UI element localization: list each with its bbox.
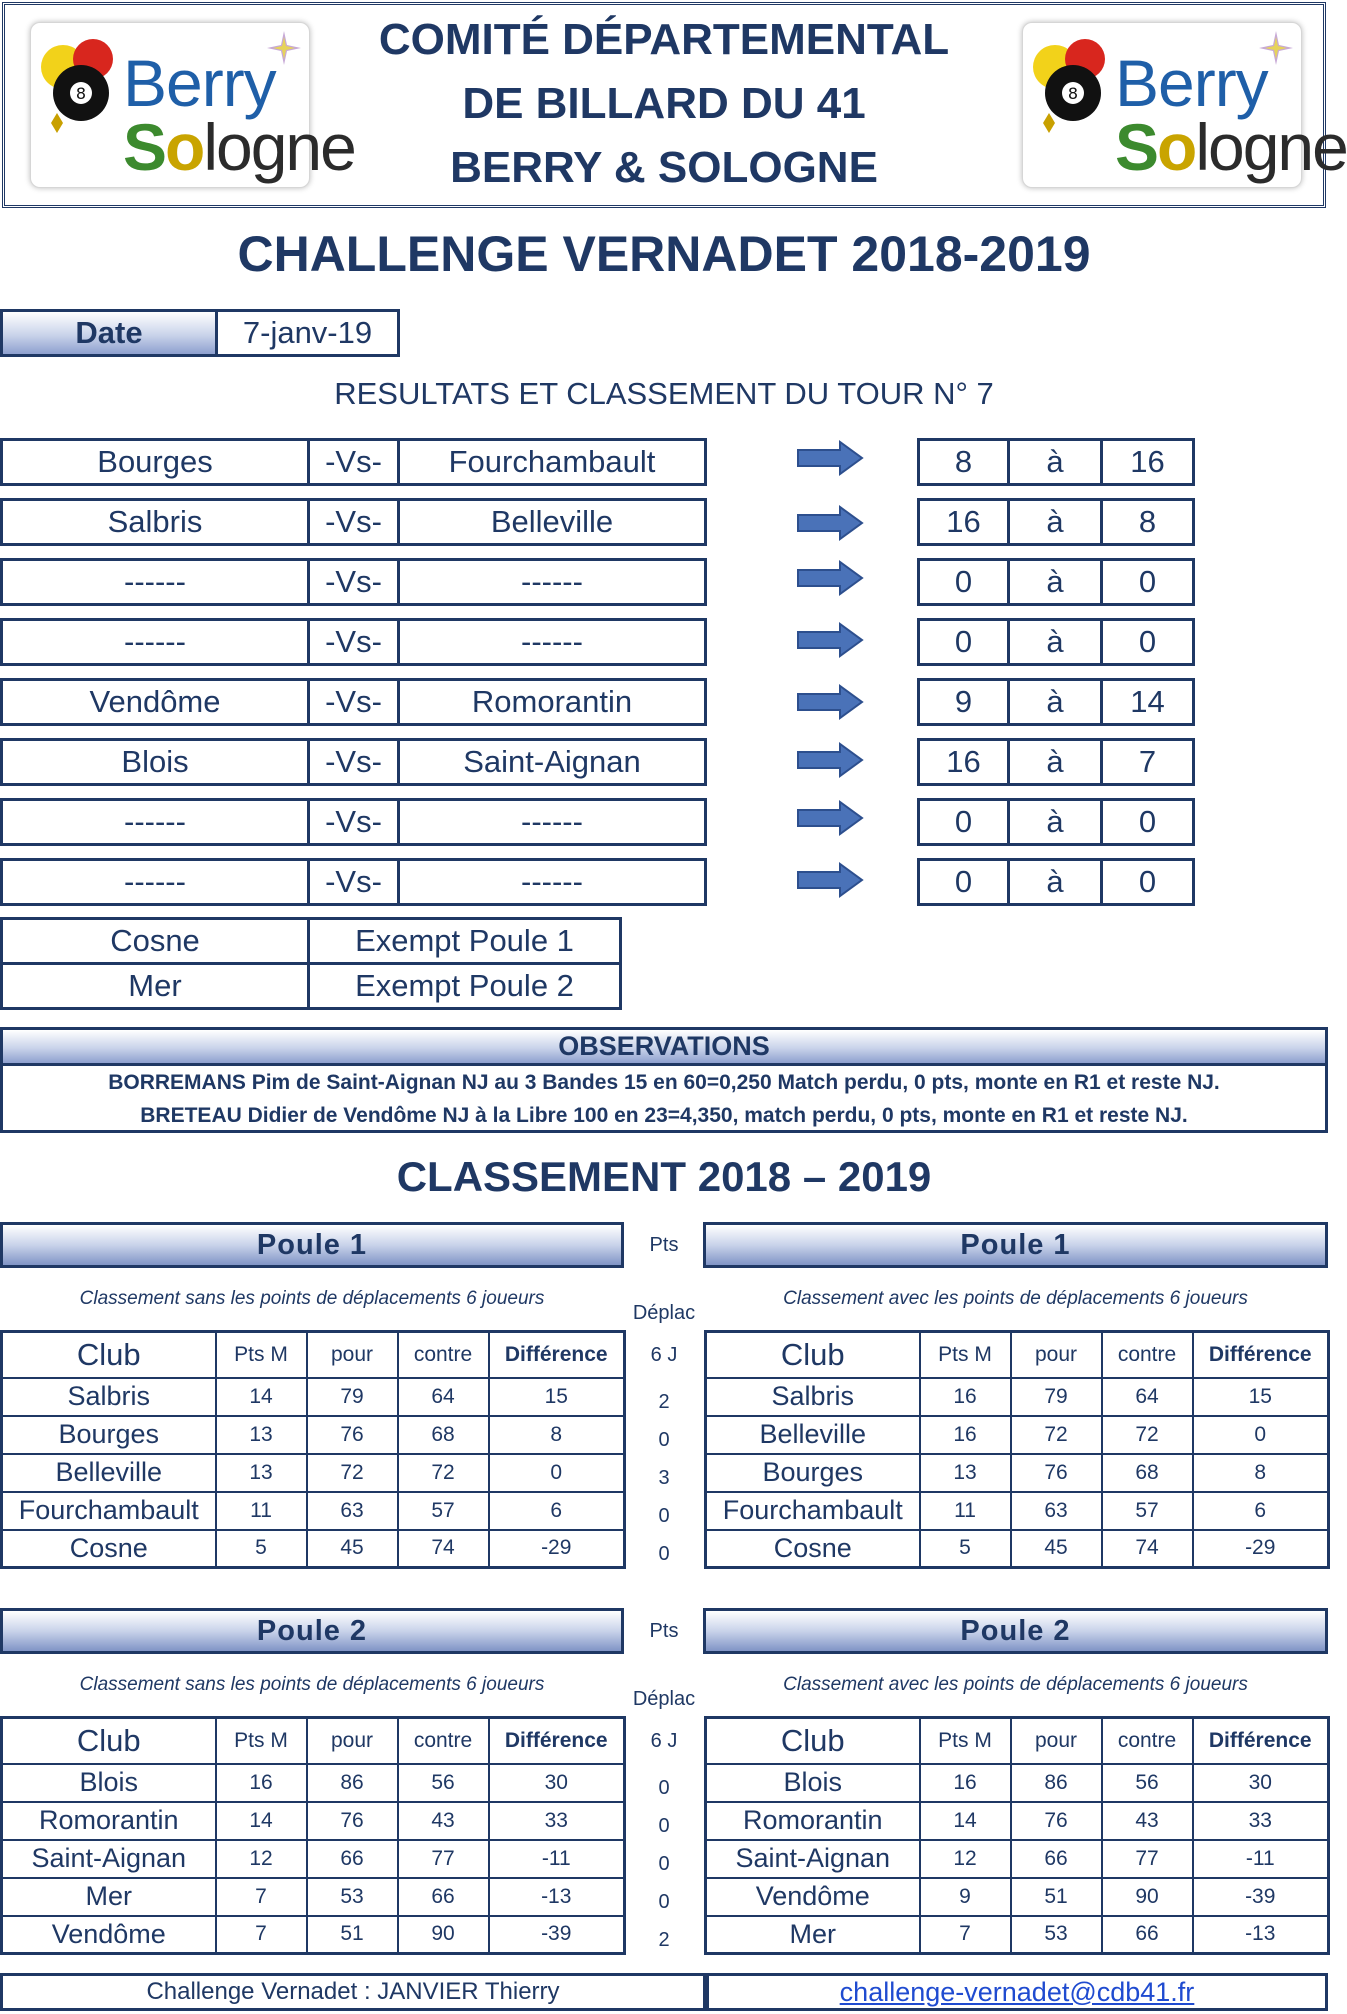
cell-club: Belleville	[2, 1454, 216, 1492]
cell-diff: 15	[1193, 1378, 1329, 1416]
match-score-separator: à	[1007, 858, 1103, 906]
deplac-value: 0	[658, 1853, 670, 1875]
column-header-club: Club	[706, 1718, 920, 1764]
table-header-row	[2, 1718, 625, 1764]
cell-diff: 6	[489, 1492, 625, 1530]
column-header-diff: Différence	[489, 1718, 625, 1764]
match-home-team: ------	[0, 618, 310, 666]
table-row	[706, 1840, 1329, 1878]
cell-club: Mer	[2, 1878, 216, 1916]
cell-club: Vendôme	[2, 1916, 216, 1954]
cell-club: Romorantin	[706, 1802, 920, 1840]
logo-left	[30, 22, 355, 188]
match-home-team: ------	[0, 798, 310, 846]
cell-contre: 90	[1102, 1878, 1193, 1916]
cell-pour: 53	[1011, 1916, 1102, 1954]
match-score-away: 0	[1100, 618, 1195, 666]
observations-title: OBSERVATIONS	[3, 1030, 1325, 1066]
table-row	[706, 1378, 1329, 1416]
match-vs-label: -Vs-	[307, 678, 400, 726]
poule-heading-right: Poule 1	[703, 1222, 1328, 1268]
logo-word-sologne: Sologne	[1115, 110, 1347, 184]
classement-note-left: Classement sans les points de déplacements 6 joueurs	[79, 1674, 545, 1695]
cell-pour: 51	[1011, 1878, 1102, 1916]
cell-pts: 7	[216, 1878, 307, 1916]
match-home-team: Salbris	[0, 498, 310, 546]
logo-word-berry: Berry	[123, 46, 276, 120]
six-j-label: 6 J	[650, 1730, 678, 1752]
cell-club: Bourges	[2, 1416, 216, 1454]
column-header-pour: pour	[1011, 1718, 1102, 1764]
cell-club: Blois	[2, 1764, 216, 1802]
column-header-pts: Pts M	[216, 1332, 307, 1378]
cell-pts: 13	[216, 1416, 307, 1454]
match-vs-label: -Vs-	[307, 498, 400, 546]
cell-pour: 76	[1011, 1454, 1102, 1492]
cell-pour: 72	[1011, 1416, 1102, 1454]
six-j-label: 6 J	[650, 1344, 678, 1366]
match-score-away: 0	[1100, 558, 1195, 606]
match-score-home: 16	[917, 738, 1010, 786]
match-vs-label: -Vs-	[307, 618, 400, 666]
match-score-separator: à	[1007, 558, 1103, 606]
billiard-balls-icon	[37, 37, 129, 137]
cell-pts: 13	[216, 1454, 307, 1492]
cell-club: Cosne	[2, 1530, 216, 1568]
table-header-row	[706, 1332, 1329, 1378]
cell-pts: 16	[920, 1416, 1011, 1454]
table-row	[706, 1764, 1329, 1802]
match-score-away: 14	[1100, 678, 1195, 726]
table-row	[706, 1454, 1329, 1492]
cell-club: Vendôme	[706, 1878, 920, 1916]
cell-pts: 5	[216, 1530, 307, 1568]
deplac-value: 2	[658, 1929, 670, 1951]
cell-contre: 66	[1102, 1916, 1193, 1954]
match-home-team: Vendôme	[0, 678, 310, 726]
cell-pour: 76	[307, 1416, 398, 1454]
match-vs-label: -Vs-	[307, 738, 400, 786]
cell-club: Romorantin	[2, 1802, 216, 1840]
cell-contre: 72	[1102, 1416, 1193, 1454]
cell-pts: 11	[216, 1492, 307, 1530]
cell-pour: 86	[307, 1764, 398, 1802]
logo-word-berry: Berry	[1115, 46, 1268, 120]
logo-word-sologne: Sologne	[123, 110, 355, 184]
right-arrow-icon	[796, 622, 864, 658]
match-home-team: ------	[0, 858, 310, 906]
observation-line-1: BORREMANS Pim de Saint-Aignan NJ au 3 Bandes 15 en 60=0,250 Match perdu, 0 pts, monte en R1 et reste NJ.	[108, 1071, 1220, 1094]
right-arrow-icon	[796, 560, 864, 596]
cell-diff: 33	[1193, 1802, 1329, 1840]
deplac-label: Déplac	[632, 1302, 696, 1324]
cell-contre: 72	[398, 1454, 489, 1492]
table-row	[2, 1416, 625, 1454]
svg-text:8: 8	[1067, 84, 1079, 103]
header-title	[320, 8, 1008, 200]
cell-pts: 14	[216, 1802, 307, 1840]
cell-diff: 0	[489, 1454, 625, 1492]
table-row	[706, 1916, 1329, 1954]
cell-diff: 8	[489, 1416, 625, 1454]
right-arrow-icon	[796, 440, 864, 476]
table-row	[706, 1492, 1329, 1530]
cell-contre: 77	[1102, 1840, 1193, 1878]
deplac-value: 0	[658, 1543, 670, 1565]
table-row	[2, 1378, 625, 1416]
match-score-away: 8	[1100, 498, 1195, 546]
exempt-label-2: Exempt Poule 2	[307, 962, 622, 1010]
match-away-team: Romorantin	[397, 678, 707, 726]
cell-pour: 72	[307, 1454, 398, 1492]
compass-star-icon	[1259, 31, 1293, 65]
classement-title: CLASSEMENT 2018 – 2019	[396, 1153, 932, 1200]
cell-contre: 90	[398, 1916, 489, 1954]
table-row	[706, 1416, 1329, 1454]
cell-pour: 63	[1011, 1492, 1102, 1530]
right-arrow-icon	[796, 800, 864, 836]
table-row	[2, 1916, 625, 1954]
standings-table-left	[0, 1716, 626, 1955]
cell-pts: 14	[920, 1802, 1011, 1840]
match-vs-label: -Vs-	[307, 798, 400, 846]
match-away-team: ------	[397, 798, 707, 846]
cell-contre: 43	[398, 1802, 489, 1840]
cell-pts: 7	[920, 1916, 1011, 1954]
table-header-row	[2, 1332, 625, 1378]
table-row	[2, 1878, 625, 1916]
observations-panel	[0, 1027, 1328, 1133]
right-arrow-icon	[796, 684, 864, 720]
cell-pts: 12	[920, 1840, 1011, 1878]
cell-diff: 30	[489, 1764, 625, 1802]
cell-pour: 53	[307, 1878, 398, 1916]
standings-table-right	[704, 1330, 1330, 1569]
cell-pour: 76	[307, 1802, 398, 1840]
table-row	[2, 1802, 625, 1840]
cell-club: Saint-Aignan	[2, 1840, 216, 1878]
poule-heading-right: Poule 2	[703, 1608, 1328, 1654]
cell-diff: -29	[1193, 1530, 1329, 1568]
cell-diff: -11	[489, 1840, 625, 1878]
cell-diff: -13	[489, 1878, 625, 1916]
table-row	[706, 1802, 1329, 1840]
cell-diff: 0	[1193, 1416, 1329, 1454]
deplac-value: 0	[658, 1891, 670, 1913]
cell-pour: 86	[1011, 1764, 1102, 1802]
column-header-diff: Différence	[489, 1332, 625, 1378]
cell-pts: 11	[920, 1492, 1011, 1530]
column-header-contre: contre	[398, 1332, 489, 1378]
exempt-club-1: Cosne	[0, 917, 310, 965]
cell-club: Saint-Aignan	[706, 1840, 920, 1878]
compass-star-icon	[267, 31, 301, 65]
cell-diff: 15	[489, 1378, 625, 1416]
match-away-team: ------	[397, 618, 707, 666]
deplac-value: 2	[658, 1391, 670, 1413]
standings-table-right	[704, 1716, 1330, 1955]
cell-club: Salbris	[706, 1378, 920, 1416]
cell-pts: 7	[216, 1916, 307, 1954]
column-header-pour: pour	[307, 1332, 398, 1378]
cell-contre: 57	[398, 1492, 489, 1530]
cell-diff: -11	[1193, 1840, 1329, 1878]
date-label: Date	[0, 309, 218, 357]
cell-pour: 79	[307, 1378, 398, 1416]
match-home-team: Blois	[0, 738, 310, 786]
deplac-value: 0	[658, 1815, 670, 1837]
cell-contre: 57	[1102, 1492, 1193, 1530]
match-away-team: Belleville	[397, 498, 707, 546]
footer-contact: Challenge Vernadet : JANVIER Thierry	[0, 1973, 706, 2011]
cell-contre: 43	[1102, 1802, 1193, 1840]
column-header-club: Club	[2, 1718, 216, 1764]
column-header-club: Club	[2, 1332, 216, 1378]
poule-heading-left: Poule 2	[0, 1608, 624, 1654]
table-row	[2, 1454, 625, 1492]
cell-club: Belleville	[706, 1416, 920, 1454]
match-score-home: 0	[917, 858, 1010, 906]
cell-pour: 45	[1011, 1530, 1102, 1568]
match-away-team: ------	[397, 858, 707, 906]
header-title-line3: BERRY & SOLOGNE	[450, 143, 878, 192]
cell-diff: 33	[489, 1802, 625, 1840]
cell-pts: 13	[920, 1454, 1011, 1492]
match-score-home: 8	[917, 438, 1010, 486]
match-score-separator: à	[1007, 738, 1103, 786]
page-title: CHALLENGE VERNADET 2018-2019	[237, 226, 1091, 282]
cell-club: Cosne	[706, 1530, 920, 1568]
deplac-value: 0	[658, 1777, 670, 1799]
column-header-contre: contre	[1102, 1332, 1193, 1378]
column-header-pts: Pts M	[920, 1332, 1011, 1378]
cell-pts: 16	[216, 1764, 307, 1802]
column-header-contre: contre	[1102, 1718, 1193, 1764]
cell-pour: 79	[1011, 1378, 1102, 1416]
cell-diff: 30	[1193, 1764, 1329, 1802]
match-score-separator: à	[1007, 678, 1103, 726]
deplac-value: 0	[658, 1505, 670, 1527]
column-header-club: Club	[706, 1332, 920, 1378]
cell-pts: 12	[216, 1840, 307, 1878]
match-away-team: Saint-Aignan	[397, 738, 707, 786]
standings-table-left	[0, 1330, 626, 1569]
cell-pour: 63	[307, 1492, 398, 1530]
round-subtitle: RESULTATS ET CLASSEMENT DU TOUR N° 7	[334, 376, 994, 411]
match-vs-label: -Vs-	[307, 858, 400, 906]
deplac-label: Déplac	[632, 1688, 696, 1710]
cell-contre: 74	[398, 1530, 489, 1568]
match-score-away: 0	[1100, 858, 1195, 906]
match-score-separator: à	[1007, 618, 1103, 666]
poule-heading-left: Poule 1	[0, 1222, 624, 1268]
header-title-line1: COMITÉ DÉPARTEMENTAL	[378, 15, 950, 64]
match-score-away: 0	[1100, 798, 1195, 846]
cell-pts: 16	[920, 1764, 1011, 1802]
table-row	[706, 1530, 1329, 1568]
table-header-row	[706, 1718, 1329, 1764]
cell-club: Salbris	[2, 1378, 216, 1416]
match-away-team: Fourchambault	[397, 438, 707, 486]
cell-contre: 56	[1102, 1764, 1193, 1802]
table-row	[2, 1840, 625, 1878]
cell-contre: 64	[1102, 1378, 1193, 1416]
deplac-value: 3	[658, 1467, 670, 1489]
classement-note-right: Classement avec les points de déplacements 6 joueurs	[783, 1674, 1248, 1695]
match-score-home: 9	[917, 678, 1010, 726]
date-value: 7-janv-19	[215, 309, 400, 357]
cell-contre: 66	[398, 1878, 489, 1916]
cell-contre: 68	[1102, 1454, 1193, 1492]
match-vs-label: -Vs-	[307, 558, 400, 606]
cell-club: Mer	[706, 1916, 920, 1954]
pts-label: Pts	[649, 1620, 679, 1642]
cell-diff: 8	[1193, 1454, 1329, 1492]
pts-label: Pts	[649, 1234, 679, 1256]
cell-pour: 66	[307, 1840, 398, 1878]
svg-text:8: 8	[75, 84, 87, 103]
match-score-separator: à	[1007, 438, 1103, 486]
column-header-pts: Pts M	[216, 1718, 307, 1764]
cell-pour: 45	[307, 1530, 398, 1568]
match-home-team: ------	[0, 558, 310, 606]
cell-pts: 5	[920, 1530, 1011, 1568]
match-score-away: 7	[1100, 738, 1195, 786]
cell-diff: -39	[489, 1916, 625, 1954]
match-score-away: 16	[1100, 438, 1195, 486]
cell-contre: 68	[398, 1416, 489, 1454]
billiard-balls-icon	[1029, 37, 1121, 137]
cell-diff: -39	[1193, 1878, 1329, 1916]
cell-contre: 77	[398, 1840, 489, 1878]
right-arrow-icon	[796, 742, 864, 778]
right-arrow-icon	[796, 862, 864, 898]
cell-pts: 14	[216, 1378, 307, 1416]
match-score-home: 16	[917, 498, 1010, 546]
cell-contre: 56	[398, 1764, 489, 1802]
match-score-home: 0	[917, 558, 1010, 606]
match-away-team: ------	[397, 558, 707, 606]
logo-right	[1022, 22, 1347, 188]
column-header-pts: Pts M	[920, 1718, 1011, 1764]
column-header-pour: pour	[1011, 1332, 1102, 1378]
deplac-value: 0	[658, 1429, 670, 1451]
column-header-diff: Différence	[1193, 1718, 1329, 1764]
cell-club: Bourges	[706, 1454, 920, 1492]
table-row	[2, 1764, 625, 1802]
column-header-pour: pour	[307, 1718, 398, 1764]
cell-pour: 51	[307, 1916, 398, 1954]
cell-club: Blois	[706, 1764, 920, 1802]
classement-note-right: Classement avec les points de déplacements 6 joueurs	[783, 1288, 1248, 1309]
cell-diff: 6	[1193, 1492, 1329, 1530]
cell-pts: 16	[920, 1378, 1011, 1416]
cell-pour: 76	[1011, 1802, 1102, 1840]
table-row	[706, 1878, 1329, 1916]
column-header-contre: contre	[398, 1718, 489, 1764]
match-home-team: Bourges	[0, 438, 310, 486]
cell-pour: 66	[1011, 1840, 1102, 1878]
cell-club: Fourchambault	[2, 1492, 216, 1530]
match-score-home: 0	[917, 798, 1010, 846]
table-row	[2, 1492, 625, 1530]
cell-diff: -13	[1193, 1916, 1329, 1954]
classement-note-left: Classement sans les points de déplacements 6 joueurs	[79, 1288, 545, 1309]
match-score-home: 0	[917, 618, 1010, 666]
cell-club: Fourchambault	[706, 1492, 920, 1530]
match-vs-label: -Vs-	[307, 438, 400, 486]
column-header-diff: Différence	[1193, 1332, 1329, 1378]
header-title-line2: DE BILLARD DU 41	[462, 79, 866, 128]
cell-contre: 64	[398, 1378, 489, 1416]
logo-text	[1115, 46, 1347, 184]
match-score-separator: à	[1007, 498, 1103, 546]
observation-line-2: BRETEAU Didier de Vendôme NJ à la Libre 100 en 23=4,350, match perdu, 0 pts, monte en R1 et reste NJ.	[140, 1104, 1188, 1127]
right-arrow-icon	[796, 505, 864, 541]
match-score-separator: à	[1007, 798, 1103, 846]
footer-email-link[interactable]: challenge-vernadet@cdb41.fr	[706, 1973, 1328, 2011]
cell-diff: -29	[489, 1530, 625, 1568]
exempt-label-1: Exempt Poule 1	[307, 917, 622, 965]
table-row	[2, 1530, 625, 1568]
cell-pts: 9	[920, 1878, 1011, 1916]
exempt-club-2: Mer	[0, 962, 310, 1010]
cell-contre: 74	[1102, 1530, 1193, 1568]
